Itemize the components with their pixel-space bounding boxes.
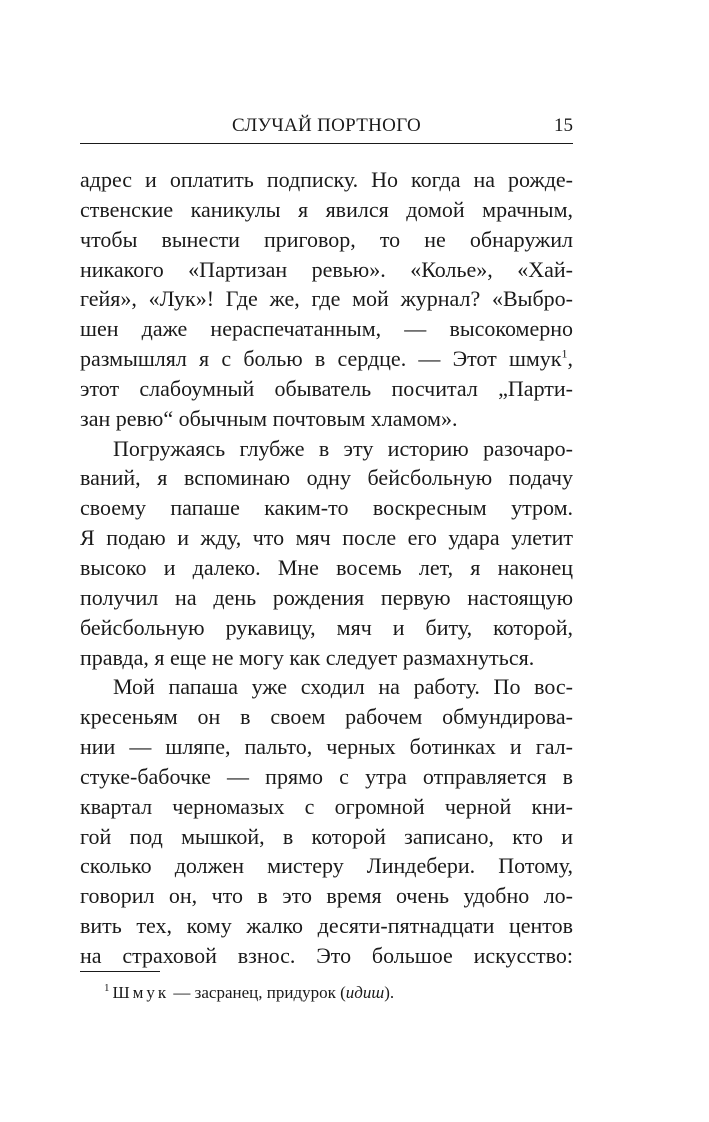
footnote-term: Шмук (112, 983, 170, 1002)
text-line: шен даже нераспечатанным, — высокомерно (80, 316, 573, 342)
text-line: стуке-бабочке — прямо с утра отправляется в (80, 763, 573, 789)
text-segment: размышлял я с болью в сердце. — Этот шмук (80, 346, 562, 372)
text-line: говорил он, что в это время очень удобно ло- (80, 883, 573, 909)
text-line: квартал черномазых с огромной черной кни- (80, 793, 573, 819)
text-line: этот слабоумный обыватель посчитал „Парти- (80, 375, 573, 401)
text-line: ственские каникулы я явился домой мрачным, (80, 196, 573, 222)
text-line: своему папаше каким-то воскресным утром. (80, 495, 573, 521)
footnote-divider (80, 971, 160, 972)
text-line: никакого «Партизан ревью». «Колье», «Хай- (80, 256, 573, 282)
footnote-number: 1 (104, 982, 110, 995)
footnote-closing: ). (384, 983, 395, 1002)
paragraph-start: Мой папаша уже сходил на работу. По вос- (113, 674, 573, 700)
footnote (104, 983, 394, 1003)
text-line: гейя», «Лук»! Где же, где мой журнал? «Выбро- (80, 286, 573, 312)
text-line: Я подаю и жду, что мяч после его удара улетит (80, 525, 573, 551)
footnote-definition: — засранец, придурок ( (169, 983, 346, 1002)
text-line: гой под мышкой, в которой записано, кто и (80, 823, 573, 849)
text-line: кресеньям он в своем рабочем обмундирова- (80, 704, 573, 730)
footnote-ref[interactable]: 1 (561, 346, 568, 361)
running-title: СЛУЧАЙ ПОРТНОГО (231, 115, 422, 136)
text-line: вить тех, кому жалко десяти-пятнадцати центов (80, 913, 573, 939)
text-line: нии — шляпе, пальто, черных ботинках и гал- (80, 734, 573, 760)
page-number: 15 (554, 115, 573, 136)
footnote-language: идиш (345, 983, 385, 1002)
text-line: бейсбольную рукавицу, мяч и биту, которой, (80, 614, 573, 640)
text-line: чтобы вынести приговор, то не обнаружил (80, 226, 573, 252)
text-line: зан ревю“ обычным почтовым хламом». (80, 405, 458, 431)
body-text (80, 165, 573, 971)
text-segment: , (567, 346, 573, 372)
text-line: ваний, я вспоминаю одну бейсбольную подачу (80, 465, 573, 491)
text-line-with-footnote (80, 344, 573, 374)
text-line: на страховой взнос. Это большое искусство: (80, 942, 573, 968)
running-head (80, 113, 573, 144)
paragraph-start: Погружаясь глубже в эту историю разочаро- (113, 435, 573, 461)
text-line: сколько должен мистеру Линдебери. Потому, (80, 853, 573, 879)
text-line: адрес и оплатить подписку. Но когда на рожде- (80, 167, 573, 192)
text-line: правда, я еще не могу как следует размахнуться. (80, 644, 535, 670)
text-line: высоко и далеко. Мне восемь лет, я наконец (80, 554, 573, 580)
text-line: получил на день рождения первую настоящую (80, 584, 573, 610)
